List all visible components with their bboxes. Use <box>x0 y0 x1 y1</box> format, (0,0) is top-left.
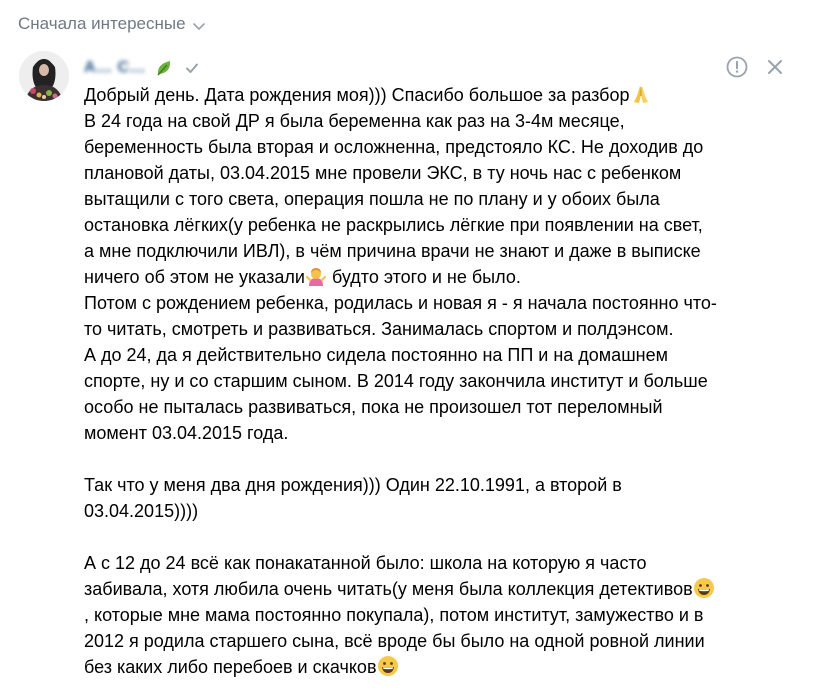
comment-line: то читать, смотреть и развиваться. Занималась спортом и полдэнсом. <box>84 319 674 339</box>
exclamation-circle-icon <box>725 55 749 84</box>
comment-line: А с 12 до 24 всё как понакатанной было: школа на которую я часто <box>84 553 647 573</box>
comment-body <box>84 82 800 680</box>
avatar[interactable] <box>19 51 69 101</box>
comment-line: плановой даты, 03.04.2015 мне провели ЭКС, в ту ночь нас с ребенком <box>84 163 682 183</box>
report-button[interactable] <box>724 56 750 82</box>
check-icon <box>182 58 202 78</box>
comment-line: остановка лёгких(у ребенка не раскрылись лёгкие при появлении на свет, <box>84 215 703 235</box>
comment-line: забивала, хотя любила очень читать(у меня была коллекция детективов <box>84 576 800 602</box>
comment-header <box>84 56 202 80</box>
comment-line: особо не пыталась развиваться, пока не произошел тот переломный <box>84 397 663 417</box>
person-gesturing-icon <box>305 265 327 287</box>
comment-line: А до 24, да я действительно сидела постоянно на ПП и на домашнем <box>84 345 668 365</box>
comment-line: спорте, ну и со старшим сыном. В 2014 году закончила институт и больше <box>84 371 708 391</box>
close-button[interactable] <box>762 56 788 82</box>
comment-line: Добрый день. Дата рождения моя))) Спасибо большое за разбор <box>84 82 800 108</box>
sort-label: Сначала интересные <box>18 14 186 33</box>
comment-line: Так что у меня два дня рождения))) Один 22.10.1991, а второй в <box>84 475 622 495</box>
comment-actions <box>724 56 788 82</box>
folded-hands-icon <box>630 83 652 105</box>
comment-line: Потом с рождением ребенка, родилась и новая я - я начала постоянно что- <box>84 293 717 313</box>
comment-line: , которые мне мама постоянно покупала), потом институт, замужество и в <box>84 605 704 625</box>
grinning-face-icon <box>377 655 399 677</box>
comment-line: момент 03.04.2015 года. <box>84 423 289 443</box>
comment-line: 2012 я родила старшего сына, всё вроде бы было на одной ровной линии <box>84 631 705 651</box>
grinning-face-icon <box>693 577 715 599</box>
comment-line: а мне подключили ИВЛ), в чём причина врачи не знают и даже в выписке <box>84 241 701 261</box>
comment-line: 03.04.2015)))) <box>84 501 199 521</box>
sort-dropdown[interactable] <box>18 12 206 36</box>
chevron-down-icon <box>192 19 206 33</box>
leaf-icon <box>154 58 174 78</box>
comment-line: без каких либо перебоев и скачков <box>84 654 800 680</box>
comment-line: беременность была вторая и осложненна, предстояло КС. Не доходив до <box>84 137 704 157</box>
close-icon <box>765 57 785 82</box>
author-name[interactable]: А… С… <box>84 59 147 76</box>
comment-line: вытащили с того света, операция пошла не по плану и у обоих была <box>84 189 660 209</box>
comment-line: В 24 года на свой ДР я была беременна как раз на 3-4м месяце, <box>84 111 625 131</box>
comment-line: ничего об этом не указали будто этого и не было. <box>84 267 521 287</box>
